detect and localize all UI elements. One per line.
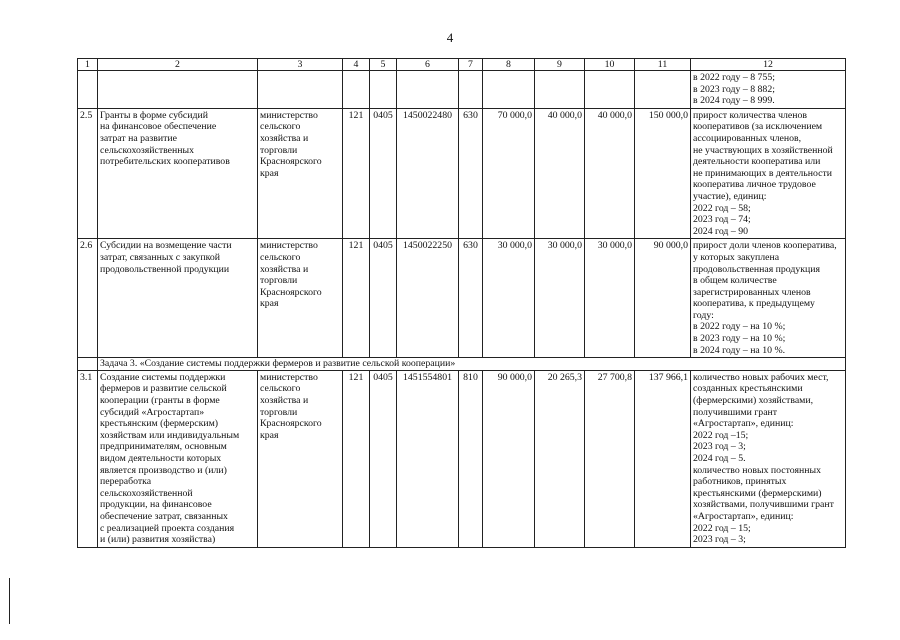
program-table <box>77 58 846 548</box>
column-header: 12 <box>691 59 846 71</box>
column-header: 2 <box>98 59 258 71</box>
cell-2022: 70 000,0 <box>483 108 535 239</box>
cell-executor: министерство сельского хозяйства и торговли Красноярского края <box>258 370 343 547</box>
cell-executor: министерство сельского хозяйства и торговли Красноярского края <box>258 239 343 358</box>
cell-result: в 2022 году – 8 755; в 2023 году – 8 882; в 2024 году – 8 999. <box>691 71 846 109</box>
cell-grbs: 121 <box>343 239 370 358</box>
cell-total: 137 966,1 <box>635 370 691 547</box>
scan-margin-line <box>9 578 10 624</box>
task-heading: Задача 3. «Создание системы поддержки фермеров и развитие сельской кооперации» <box>98 358 846 371</box>
column-header: 8 <box>483 59 535 71</box>
page-number: 4 <box>446 30 454 45</box>
cell-no: 3.1 <box>78 370 98 547</box>
cell-csr: 1450022250 <box>397 239 459 358</box>
cell-vr: 630 <box>459 239 483 358</box>
table-row <box>78 239 846 358</box>
cell-name: Субсидии на возмещение части затрат, связанных с закупкой продовольственной продукции <box>98 239 258 358</box>
cell-total: 150 000,0 <box>635 108 691 239</box>
cell-name <box>98 71 258 109</box>
cell-grbs: 121 <box>343 370 370 547</box>
task-row <box>78 358 846 371</box>
cell-2022: 30 000,0 <box>483 239 535 358</box>
cell-2024 <box>585 71 635 109</box>
cell-grbs <box>343 71 370 109</box>
cell-2024: 27 700,8 <box>585 370 635 547</box>
cell-result: прирост количества членов кооперативов (за исключением ассоциированных членов, не участвующих в хозяйственной деятельности кооператива или не принимающих в деятельности кооператива личное трудовое участие), единиц: 2022 год – 58; 2023 год – 74; 2024 год – 90 <box>691 108 846 239</box>
column-header: 10 <box>585 59 635 71</box>
table-row <box>78 108 846 239</box>
cell-rzpr: 0405 <box>370 370 397 547</box>
column-header: 5 <box>370 59 397 71</box>
column-header: 11 <box>635 59 691 71</box>
column-header: 6 <box>397 59 459 71</box>
cell-2024: 40 000,0 <box>585 108 635 239</box>
cell-vr: 810 <box>459 370 483 547</box>
cell-name: Создание системы поддержки фермеров и развитие сельской кооперации (гранты в форме субсидий «Агростартап» крестьянским (фермерским) хозяйствам или индивидуальным предпринимателям, основным видом деятельности которых является производство и (или) переработка сельскохозяйственной продукции, на финансовое обеспечение затрат, связанных с реализацией проекта создания и (или) развития хозяйства) <box>98 370 258 547</box>
cell-2022: 90 000,0 <box>483 370 535 547</box>
cell-no <box>78 71 98 109</box>
cell-no: 2.5 <box>78 108 98 239</box>
cell-total: 90 000,0 <box>635 239 691 358</box>
column-header: 1 <box>78 59 98 71</box>
cell-2024: 30 000,0 <box>585 239 635 358</box>
cell-result: количество новых рабочих мест, созданных крестьянскими (фермерскими) хозяйствами, получившими грант «Агростартап», единиц: 2022 год –15; 2023 год – 3; 2024 год – 5. количество новых постоянных работников, принятых крестьянскими (фермерскими) хозяйствами, получившими грант «Агростартап», единиц: 2022 год – 15; 2023 год – 3; <box>691 370 846 547</box>
cell-vr: 630 <box>459 108 483 239</box>
header-row <box>78 59 846 71</box>
cell-name: Гранты в форме субсидий на финансовое обеспечение затрат на развитие сельскохозяйственных потребительских кооперативов <box>98 108 258 239</box>
cell-2022 <box>483 71 535 109</box>
cell-csr: 1450022480 <box>397 108 459 239</box>
column-header: 3 <box>258 59 343 71</box>
cell-total <box>635 71 691 109</box>
cell-csr <box>397 71 459 109</box>
cell-2023: 30 000,0 <box>535 239 585 358</box>
cell-2023: 20 265,3 <box>535 370 585 547</box>
table-row <box>78 71 846 109</box>
column-header: 9 <box>535 59 585 71</box>
cell-2023 <box>535 71 585 109</box>
cell-rzpr <box>370 71 397 109</box>
cell-executor <box>258 71 343 109</box>
cell-vr <box>459 71 483 109</box>
cell-no <box>78 358 98 371</box>
column-header: 4 <box>343 59 370 71</box>
cell-grbs: 121 <box>343 108 370 239</box>
cell-executor: министерство сельского хозяйства и торговли Красноярского края <box>258 108 343 239</box>
cell-result: прирост доли членов кооператива, у которых закуплена продовольственная продукция в общем количестве зарегистрированных членов кооператива, к предыдущему году: в 2022 году – на 10 %; в 2023 году – на 10 %; в 2024 году – на 10 %. <box>691 239 846 358</box>
column-header: 7 <box>459 59 483 71</box>
table-row <box>78 370 846 547</box>
cell-rzpr: 0405 <box>370 239 397 358</box>
cell-no: 2.6 <box>78 239 98 358</box>
cell-csr: 1451554801 <box>397 370 459 547</box>
cell-rzpr: 0405 <box>370 108 397 239</box>
cell-2023: 40 000,0 <box>535 108 585 239</box>
